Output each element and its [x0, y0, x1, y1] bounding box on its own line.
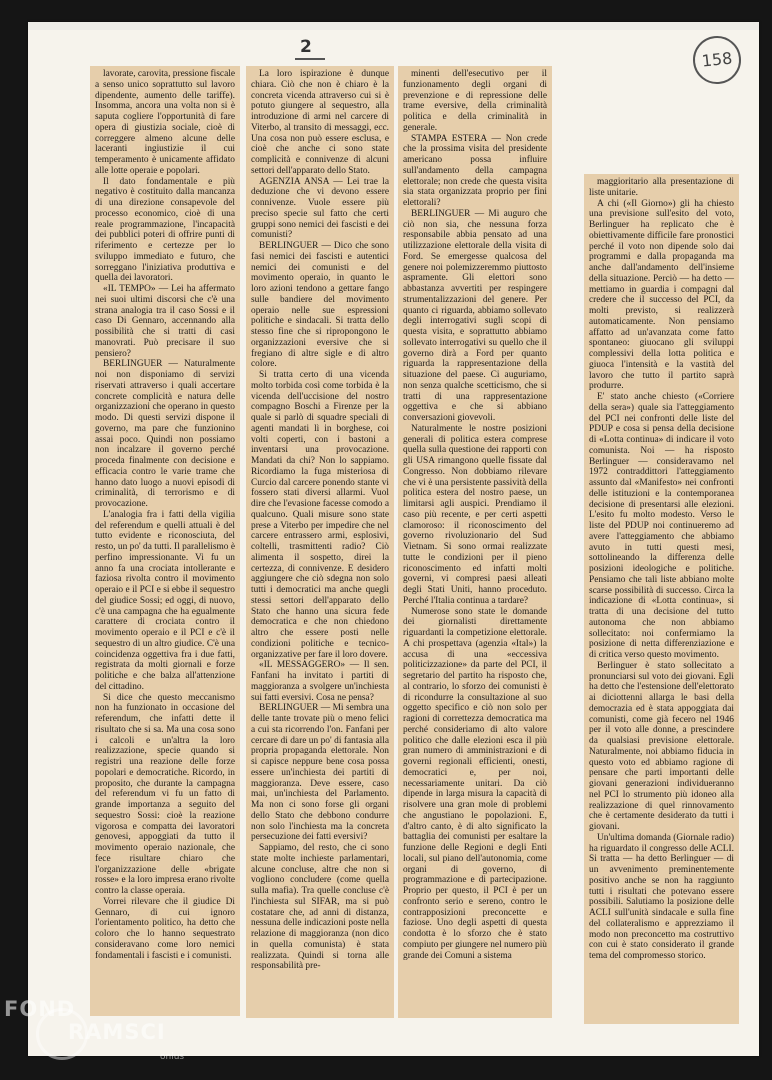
paragraph: BERLINGUER — Mi auguro che ciò non sia, che nessuna forza responsabile abbia pensato ad una utilizzazione elettorale della visita di Ford. Se emergesse qualcosa del genere noi polemizzeremmo piuttosto aspramente. Gli elettori sono abbastanza avvertiti per respingere strumentalizzazioni del genere. Per quanto ci riguarda, abbiamo sollevato degli interrogativi sugli scopi di questa visita, e soprattutto abbiamo sollevato interrogativi su quello che il governo dirà a Ford per quanto riguarda la rappresentazione della situazione del paese. Ci auguriamo, non senza qualche scetticismo, che si tratti di una rappresentazione oggettiva e che si abbiano conversazioni giovevoli. — [403, 208, 547, 423]
paragraph: «IL MESSAGGERO» — Il sen. Fanfani ha invitato i partiti di maggioranza a svolgere un'inchiesta sui fatti eversivi. Cosa ne pensa? — [251, 660, 389, 703]
paragraph: lavorate, carovita, pressione fiscale a senso unico soprattutto sul lavoro dipendente, aumento delle tariffe). Insomma, ancora una volta non si è saputa cogliere l'opportunità di fare opera di giustizia sociale, cioè di correggere almeno alcune delle laceranti ingiustizie il cui temperamento è unicamente affidato alle lotte operaie e popolari. — [95, 69, 235, 176]
paragraph: «IL TEMPO» — Lei ha affermato nei suoi ultimi discorsi che c'è una strana analogia tra il caso Sossi e il caso Di Gennaro, accennando alla possibilità che si tratti di casi manovrati. Può precisare il suo pensiero? — [95, 284, 235, 359]
paragraph: La loro ispirazione è dunque chiara. Ciò che non è chiaro è la concreta vicenda attraverso cui si è potuto giungere al sequestro, alla introduzione di armi nel carcere di Viterbo, al transito di messaggi, ecc. Una cosa non può essere esclusa, e cioè che anche ci sono state complicità e connivenze di alcuni settori dell'apparato dello Stato. — [251, 69, 389, 176]
clipping-column-4 — [584, 174, 739, 1024]
paragraph: STAMPA ESTERA — Non crede che la prossima visita del presidente americano possa influire sull'andamento della campagna elettorale; non crede che questa visita sia stata organizzata proprio per fini elettorali? — [403, 133, 547, 208]
page-number-underline — [295, 58, 325, 60]
paragraph: A chi («Il Giorno») gli ha chiesto una previsione sull'esito del voto, Berlinguer ha replicato che è obiettivamente difficile fare pronostici perché il voto non dipende solo dai programmi e dalla propaganda ma anche dall'andamento dell'insieme della situazione. Perciò — ha detto — mettiamo in guardia i compagni dal credere che il successo del PCI, da molti previsto, si realizzerà automaticamente. Non pensiamo affatto ad un'avanzata come fatto spontaneo: giuocano gli sviluppi complessivi della lotta politica e giuoca l'intensità e la vastità del lavoro che tutto il partito saprà produrre. — [589, 198, 734, 392]
paragraph: Berlinguer è stato sollecitato a pronunciarsi sul voto dei giovani. Egli ha detto che l'estensione dell'elettorato ai diciottenni allarga le basi della democrazia ed è stata appoggiata dai comunisti, come già fecero nel 1946 per il voto alle donne, a prescindere da qualsiasi previsione elettorale. Naturalmente, noi abbiamo fiducia in questo voto ed abbiamo ragione di pensare che parti importanti delle giovani generazioni individueranno nel PCI lo strumento più idoneo alla realizzazione di quel rinnovamento che è certamente desiderato da tutti i giovani. — [589, 660, 734, 832]
watermark-text: onlus — [160, 1052, 185, 1062]
archive-folio-number: 158 — [691, 34, 744, 87]
paragraph: Vorrei rilevare che il giudice Di Gennaro, di cui ignoro l'orientamento politico, ha detto che coloro che lo hanno sequestrato consideravano come loro nemici fondamentali i fascisti e i comunisti. — [95, 896, 235, 961]
paragraph: Si tratta certo di una vicenda molto torbida così come torbida è la vicenda dell'uccisione del nostro compagno Boschi a Firenze per la quale si parlò di squadre speciali di agenti mandati lì in borghese, coi volti coperti, con i bastoni a inventarsi una provocazione. Mandati da chi? Non lo sappiamo. Ricordiamo la fuga misteriosa di Curcio dal carcere ponendo stante vi fossero stati diversi allarmi. Vuol dire che l'evasione facesse comodo a qualcuno. Quali misure sono state prese a Viterbo per impedire che nel carcere entrassero armi, esplosivi, coltelli, trasmittenti radio? Ciò alimenta il sospetto, direi la certezza, di connivenze. E desidero aggiungere che ciò sdegna non solo tutti i democratici ma anche quegli stessi settori dell'apparato dello Stato che hanno una sicura fede democratica e che non chiedono altro che essere posti nelle condizioni politiche e tecnico-organizzative per fare il loro dovere. — [251, 370, 389, 660]
watermark-text: FOND — [4, 997, 76, 1021]
clipping-column-1 — [90, 66, 240, 1016]
paragraph: L'analogia fra i fatti della vigilia del referendum e quelli attuali è del tutto evidente e riconosciuta, del resto, un po' da tutti. Il parallelismo è perfino impressionante. Vi fu un anno fa una crociata intollerante e faziosa rivolta contro il movimento operaio e il PCI e si ebbe il sequestro del giudice Sossi; ed oggi, di nuovo, c'è una campagna che ha egualmente carattere di crociata contro il movimento operaio e il PCI e c'è il sequestro di un altro giudice. C'è una coincidenza oggettiva fra i due fatti, registrata da molti giornali e forze politiche e che balza all'attenzione del cittadino. — [95, 509, 235, 692]
clipping-column-3 — [398, 66, 552, 1018]
paragraph: Il dato fondamentale e più negativo è costituito dalla mancanza di una direzione consapevole del processo economico, cioè di una reale programmazione, l'incapacità dei pubblici poteri di offrire punti di riferimento e certezze per lo sviluppo immediato e futuro, che sorreggano l'iniziativa produttiva e quella dei lavoratori. — [95, 176, 235, 284]
paragraph: BERLINGUER — Dico che sono fasi nemici dei fascisti e autentici nemici dei comunisti e del movimento operaio, in quanto le loro azioni tendono a gettare fango sulle bandiere del movimento operaio nelle sue espressioni politiche e sindacali. Si tratta dello stesso fine che si ripropongono le organizzazioni eversive che si fregiano di altre sigle e di altro colore. — [251, 241, 389, 370]
handwritten-page-number: 2 — [300, 37, 312, 57]
watermark-text: RAMSCI — [68, 1020, 166, 1044]
paragraph: BERLINGUER — Naturalmente noi non disponiamo di servizi riservati attraverso i quali accertare concrete complicità e natura delle organizzazioni che operano in questo modo. Di questi servizi dispone il governo, ma pare che funzionino assai poco. Quindi non possiamo non incalzare il governo perché proceda finalmente con decisione e efficacia contro le varie trame che hanno dato luogo a nuovi episodi di criminalità, di terrorismo e di provocazione. — [95, 359, 235, 509]
paragraph: AGENZIA ANSA — Lei trae la deduzione che vi devono essere connivenze. Vuole essere più preciso specie sul fatto che certi gruppi sono nemici dei fascisti e dei comunisti? — [251, 176, 389, 241]
paragraph: maggioritario alla presentazione di liste unitarie. — [589, 177, 734, 198]
paragraph: E' stato anche chiesto («Corriere della sera») quale sia l'atteggiamento del PCI nei confronti delle liste del PDUP e cosa si pensa della decisione di «Lotta continua» di indicare il voto comunista. Noi — ha risposto Berlinguer — consideravamo nel 1972 contraddittori l'atteggiamento assunto dal «Manifesto» nei confronti delle istituzioni e la contemporanea decisione di presentarsi alle elezioni. L'esito fu molto modesto. Verso le liste del PDUP noi continueremo ad avere l'atteggiamento che abbiamo avuto in tutti questi mesi, sottolineando la differenza delle posizioni ideologiche e politiche. Pensiamo che tali liste abbiano molte scarse possibilità di successo. Circa la indicazione di «Lotta continua», si tratta di una decisione del tutto autonoma che non abbiamo sollecitato: noi confermiamo la posizione di netta differenziazione e di critica verso questo movimento. — [589, 392, 734, 660]
sheet-top-strip — [28, 22, 759, 30]
paragraph: BERLINGUER — Mi sembra una delle tante trovate più o meno felici a cui sta ricorrendo l'on. Fanfani per cercare di dare un po' di fantasia alla propria propaganda elettorale. Non si capisce neppure bene cosa possa essere un'inchiesta dei partiti di maggioranza. Deve essere, caso mai, un'inchiesta del Parlamento. Ma non ci sono forse gli organi dello Stato che debbono condurre non solo l'inchiesta ma la concreta persecuzione dei fatti eversivi? — [251, 703, 389, 843]
paragraph: Si dice che questo meccanismo non ha funzionato in occasione del referendum, che infatti dette il risultato che si sa. Ma una cosa sono i calcoli e un'altra la loro realizzazione, specie quando si registri una reazione delle forze popolari e democratiche. Ricordo, in proposito, che durante la campagna del referendum vi fu un fatto di grande importanza a seguito del sequestro Sossi: cioè la reazione vigorosa e compatta dei lavoratori genovesi, appoggiati da tutto il movimento operaio nazionale, che fece risultare chiaro che l'organizzazione delle «brigate rosse» e la loro impresa erano rivolte contro la classe operaia. — [95, 692, 235, 896]
paragraph: Sappiamo, del resto, che ci sono state molte inchieste parlamentari, alcune concluse, altre che non si vogliono concludere (come quella sulla mafia). Tra quelle concluse c'è l'inchiesta sul SIFAR, ma si può costatare che, ad anni di distanza, nessuna delle indicazioni poste nella relazione di maggioranza (non dico in quella comunista) è stata realizzata. Quindi si torna alle responsabilità pre- — [251, 843, 389, 972]
paragraph: Naturalmente le nostre posizioni generali di politica estera comprese quella sulla questione dei rapporti con gli USA rimangono quelle fissate dal Congresso. Non dobbiamo rilevare che vi è una persistente passività della politica estera del nostro paese, un limitarsi agli auspici. Prendiamo il caso più recente, e per certi aspetti clamoroso: il riconoscimento del governo rivoluzionario del Sud Vietnam. Si sono ormai realizzate tutte le condizioni per il pieno riconoscimento ed infatti molti governi, vi compresi paesi alleati degli Stati Uniti, hanno proceduto. Perché l'Italia continua a tardare? — [403, 423, 547, 606]
paragraph: minenti dell'esecutivo per il funzionamento degli organi di prevenzione e di repressione delle trame eversive, della criminalità politica e della criminalità in generale. — [403, 69, 547, 133]
clipping-column-2 — [246, 66, 394, 1018]
paragraph: Numerose sono state le domande dei giornalisti direttamente riguardanti la competizione elettorale. A chi prospettava (agenzia «Ital») la accusa di una «eccessiva politicizzazione» da parte del PCI, il segretario del partito ha risposto che, al contrario, lo sforzo dei comunisti è di ricondurre la consultazione al suo oggetto specifico e ciò non solo per ragioni di correttezza democratica ma perché consideriamo di alto valore politico che dalle elezioni esca il più gran numero di amministrazioni e di governi regionali efficienti, onesti, democratici e, per noi, necessariamente unitari. Da ciò dipende in larga misura la capacità di risolvere una gran mole di problemi che angustiano le popolazioni. E, d'altro canto, è di alto significato la battaglia dei comunisti per esaltare la funzione delle Regioni e degli Enti locali, sul piano dell'autonomia, come organi di governo, di programmazione e di partecipazione. Proprio per questo, il PCI è per un confronto serio e sereno, contro le contrapposizioni preconcette e faziose. Uno degli aspetti di questa condotta è lo sforzo che è stato compiuto per giungere nel numero più grande dei Comuni a sistema — [403, 606, 547, 961]
paragraph: Un'ultima domanda (Giornale radio) ha riguardato il congresso delle ACLI. Si tratta — ha detto Berlinguer — di un avvenimento preminentemente positivo anche se non ha raggiunto tutti i risultati che potevano essere possibili. Salutiamo la posizione delle ACLI sull'unità sindacale e sulla fine del collateralismo e apprezziamo il modo non preconcetto ma costruttivo con cui è stato considerato il grande tema del compromesso storico. — [589, 832, 734, 961]
